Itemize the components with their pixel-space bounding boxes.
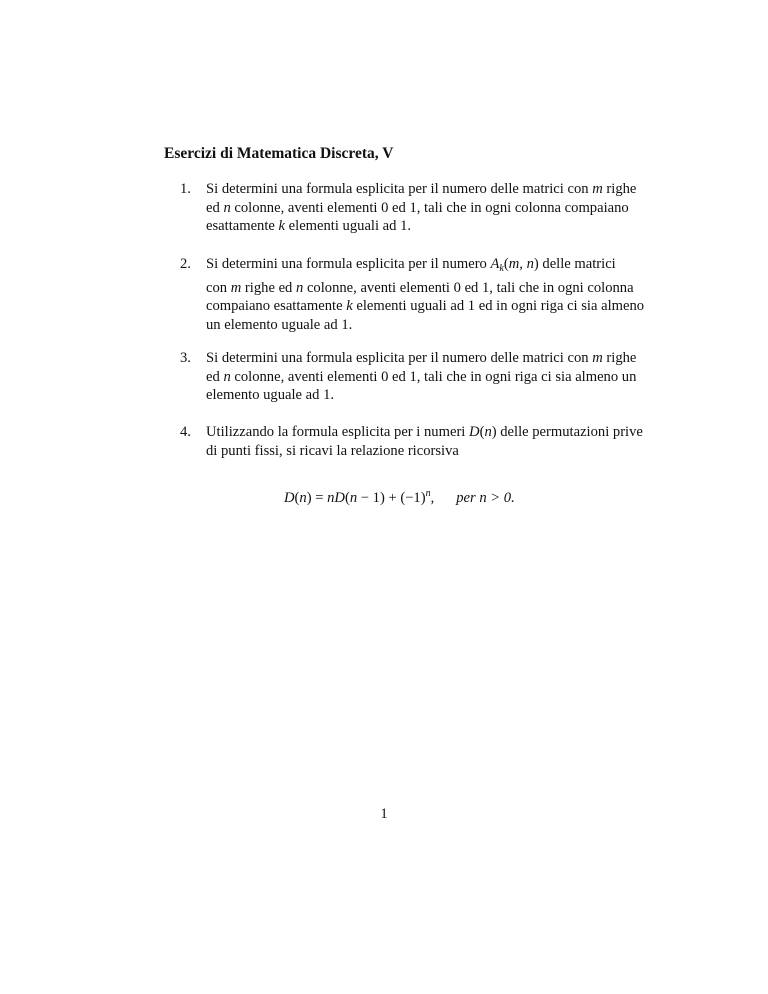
exercise-line: Si determini una formula esplicita per il numero $A_k(m$, n) delle matrici bbox=[206, 256, 616, 274]
exercise-line: di punti fissi, si ricavi la relazione ricorsiva bbox=[206, 442, 459, 459]
exercise-1 bbox=[180, 180, 637, 236]
exercise-line: Si determini una formula esplicita per il numero delle matrici con m righe bbox=[206, 181, 637, 197]
exercise-line: compaiano esattamente k elementi uguali ad 1 ed in ogni riga ci sia almeno bbox=[206, 298, 645, 315]
formula-condition: per n > 0. bbox=[456, 490, 515, 506]
exercise-line: un elemento uguale ad 1. bbox=[206, 316, 353, 333]
exercise-number: 3. bbox=[180, 350, 191, 366]
recursive-formula: $D(n) = nD(n - 1) + (-1)^n$, per n > 0. bbox=[284, 488, 515, 506]
exercise-number: 2. bbox=[180, 256, 191, 272]
exercise-line: esattamente k elementi uguali ad 1. bbox=[206, 218, 412, 235]
exercise-line: Utilizzando la formula esplicita per i numeri D(n) delle permutazioni prive bbox=[206, 424, 643, 440]
exercise-2 bbox=[180, 255, 645, 334]
exercise-3 bbox=[180, 349, 637, 405]
exercise-line: elemento uguale ad 1. bbox=[206, 387, 335, 404]
exercise-line: ed n colonne, aventi elementi 0 ed 1, tali che in ogni colonna compaiano bbox=[206, 199, 629, 216]
exercise-number: 1. bbox=[180, 181, 191, 197]
exercise-line: Si determini una formula esplicita per il numero delle matrici con m righe bbox=[206, 350, 637, 366]
page-number: 1 bbox=[380, 806, 388, 822]
exercise-line: ed n colonne, aventi elementi 0 ed 1, tali che in ogni riga ci sia almeno un bbox=[206, 368, 637, 385]
exercise-number: 4. bbox=[180, 424, 191, 440]
exercise-4 bbox=[180, 423, 643, 460]
exercise-line: con m righe ed n colonne, aventi elementi 0 ed 1, tali che in ogni colonna bbox=[206, 279, 634, 296]
page-title: Esercizi di Matematica Discreta, V bbox=[164, 145, 394, 162]
